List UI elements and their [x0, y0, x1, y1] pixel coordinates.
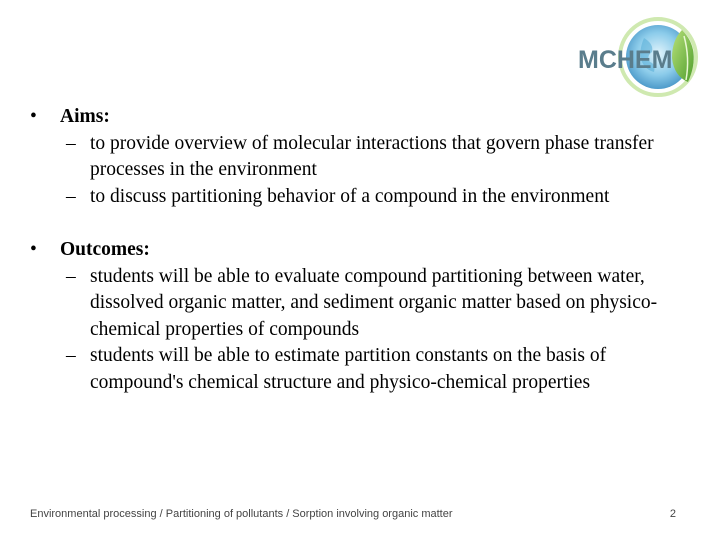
- heading-text: Outcomes:: [60, 239, 150, 260]
- list-item-text: students will be able to evaluate compound partitioning between water, dissolved organic matter, and sediment organic matter based on physico-chemical properties of compounds: [90, 265, 658, 340]
- list-item: [30, 343, 690, 396]
- list-item: [30, 184, 690, 211]
- dash-icon: –: [66, 185, 76, 207]
- bullet-icon: •: [30, 106, 37, 127]
- list-item-text: to provide overview of molecular interactions that govern phase transfer processes in the environment: [90, 132, 654, 180]
- logo-text: MCHEM: [578, 46, 673, 74]
- dash-icon: –: [66, 265, 76, 287]
- list-item: [30, 264, 690, 344]
- section-outcomes: [30, 237, 690, 396]
- dash-icon: –: [66, 132, 76, 154]
- mchem-logo-graphic: [574, 16, 706, 98]
- slide-footer: [30, 508, 690, 520]
- list-item: [30, 131, 690, 184]
- list-item-text: students will be able to estimate partition constants on the basis of compound's chemical structure and physico-chemical properties: [90, 345, 607, 393]
- section-heading: [30, 104, 690, 131]
- list-item-text: to discuss partitioning behavior of a compound in the environment: [90, 185, 610, 207]
- mchem-logo: [574, 16, 706, 98]
- footer-text: Environmental processing / Partitioning of pollutants / Sorption involving organic matter: [30, 508, 453, 520]
- outcomes-list: [30, 264, 690, 397]
- aims-list: [30, 131, 690, 211]
- bullet-icon: •: [30, 239, 37, 260]
- dash-icon: –: [66, 345, 76, 366]
- slide-content: [30, 104, 690, 423]
- heading-text: Aims:: [60, 106, 110, 127]
- section-heading: [30, 237, 690, 264]
- section-aims: [30, 104, 690, 210]
- page-number: 2: [669, 508, 676, 520]
